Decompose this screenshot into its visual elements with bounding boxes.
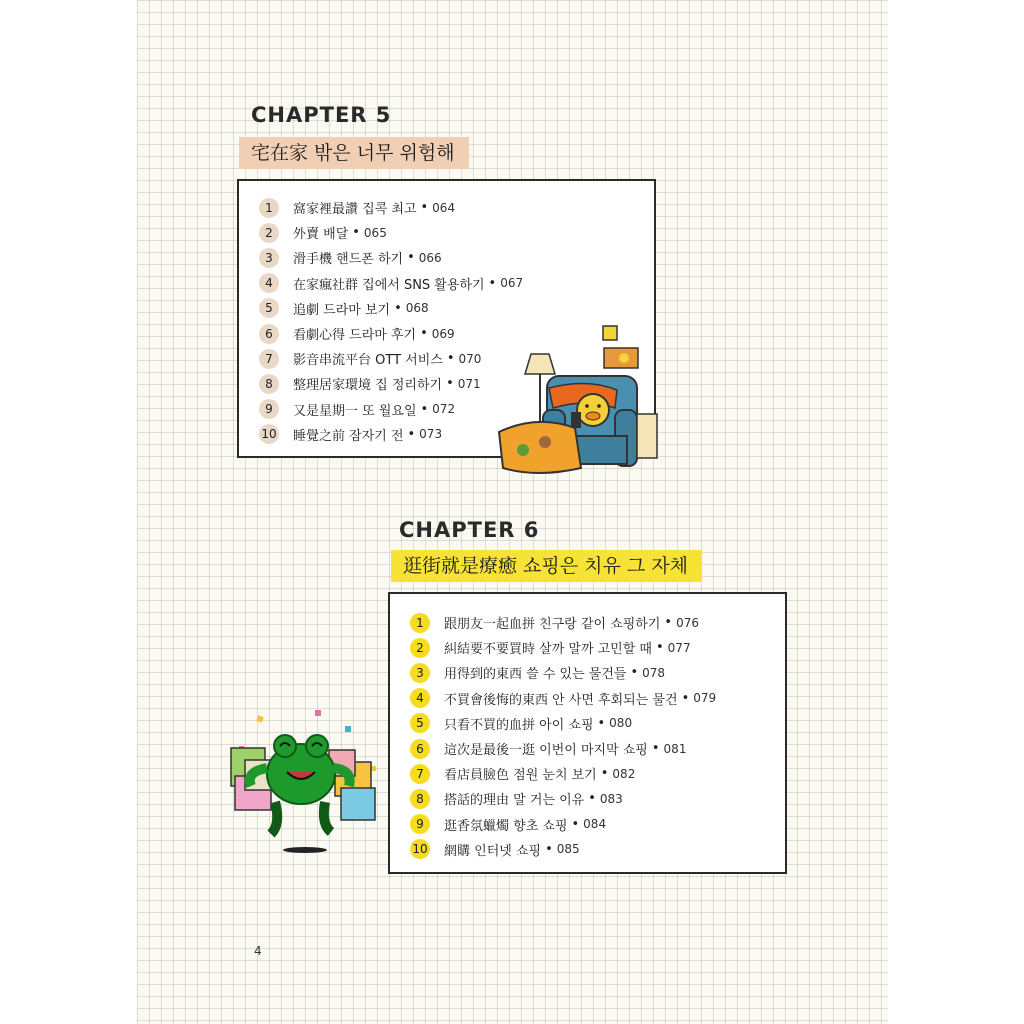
toc-item-title: 搭話的理由 말 거는 이유	[444, 793, 585, 809]
toc-item-title: 追劇 드라마 보기	[293, 302, 391, 318]
toc-item-number: 9	[410, 814, 430, 834]
toc-item	[259, 296, 523, 321]
chapter6-subtitle: 逛街就是療癒 쇼핑은 치유 그 자체	[391, 550, 702, 582]
toc-item-page: 071	[457, 376, 481, 391]
toc-item-page: 064	[432, 200, 456, 215]
toc-item-number: 9	[259, 399, 279, 419]
toc-item-title: 逛香氛蠟燭 향초 쇼핑	[444, 818, 568, 834]
toc-item-separator: •	[545, 841, 553, 857]
toc-item-title: 用得到的東西 쓸 수 있는 물건들	[444, 667, 627, 683]
toc-item-title: 影音串流平台 OTT 서비스	[293, 353, 443, 369]
toc-item-page: 083	[599, 791, 623, 806]
toc-item-title: 窩家裡最讚 집콕 최고	[293, 202, 417, 218]
toc-item-page: 076	[676, 615, 699, 630]
toc-item	[259, 220, 523, 245]
toc-item-separator: •	[571, 816, 580, 832]
toc-item-separator: •	[352, 225, 360, 241]
toc-item-number: 1	[259, 198, 279, 218]
chapter5-toc-list	[259, 195, 523, 447]
toc-item	[259, 321, 523, 346]
toc-item-title: 外賣 배달	[293, 227, 349, 243]
toc-item-page: 067	[500, 276, 524, 291]
toc-item-separator: •	[407, 250, 415, 266]
toc-item-number: 10	[259, 424, 279, 444]
toc-item	[410, 786, 716, 811]
toc-item-title: 整理居家環境 집 정리하기	[293, 378, 443, 394]
toc-item	[410, 610, 716, 635]
toc-item-separator: •	[681, 690, 690, 706]
toc-item-title: 看劇心得 드라마 후기	[293, 328, 417, 344]
toc-item-title: 看店員臉色 점원 눈치 보기	[444, 768, 597, 784]
toc-item-number: 2	[410, 638, 430, 658]
toc-item	[410, 686, 716, 711]
toc-item	[410, 761, 716, 786]
toc-item-page: 084	[583, 817, 607, 832]
toc-item	[259, 245, 523, 270]
toc-item	[410, 736, 716, 761]
toc-item-number: 3	[410, 663, 430, 683]
chapter5-heading: CHAPTER 5	[251, 103, 392, 127]
toc-item-page: 070	[458, 351, 482, 366]
toc-item-separator: •	[588, 791, 596, 807]
toc-item-page: 085	[556, 842, 580, 857]
toc-item-number: 3	[259, 248, 279, 268]
frog-with-shopping-bags-illustration	[225, 706, 385, 856]
toc-item-separator: •	[651, 741, 660, 757]
toc-item	[259, 422, 523, 447]
toc-item-separator: •	[420, 326, 428, 342]
toc-item-title: 滑手機 핸드폰 하기	[293, 252, 404, 268]
toc-item-number: 7	[259, 349, 279, 369]
toc-item-page: 068	[405, 301, 429, 316]
toc-item-number: 6	[410, 739, 430, 759]
chapter5-subtitle: 宅在家 밖은 너무 위험해	[239, 137, 469, 169]
toc-item-separator: •	[446, 376, 454, 392]
toc-item-page: 081	[663, 741, 687, 756]
toc-item-number: 8	[410, 789, 430, 809]
toc-item	[259, 195, 523, 220]
page-number: 4	[254, 944, 262, 958]
toc-item	[259, 346, 523, 371]
toc-item-number: 10	[410, 839, 430, 859]
toc-item-title: 這次是最後一逛 이번이 마지막 쇼핑	[444, 743, 648, 759]
chapter6-toc-box	[388, 592, 787, 874]
chapter6-heading: CHAPTER 6	[399, 518, 540, 542]
chapter6-toc-list	[410, 610, 716, 862]
toc-item-title: 跟朋友一起血拼 친구랑 같이 쇼핑하기	[444, 617, 661, 633]
toc-item-page: 078	[642, 665, 666, 680]
toc-item-separator: •	[597, 715, 606, 731]
toc-item	[410, 660, 716, 685]
toc-item-number: 4	[259, 273, 279, 293]
toc-item-page: 072	[432, 402, 456, 417]
toc-item-number: 2	[259, 223, 279, 243]
toc-item-number: 5	[410, 713, 430, 733]
toc-item-page: 082	[612, 766, 636, 781]
toc-item-separator: •	[488, 275, 497, 291]
book-page	[137, 0, 888, 1024]
toc-item-title: 只看不買的血拼 아이 쇼핑	[444, 717, 594, 733]
toc-item	[410, 711, 716, 736]
duck-on-armchair-illustration	[497, 318, 667, 482]
toc-item-title: 睡覺之前 잠자기 전	[293, 428, 404, 444]
toc-item-separator: •	[600, 766, 609, 782]
toc-item-separator: •	[656, 640, 664, 656]
toc-item	[410, 635, 716, 660]
toc-item-title: 不買會後悔的東西 안 사면 후회되는 물건	[444, 692, 678, 708]
toc-item-separator: •	[446, 351, 455, 367]
toc-item-page: 077	[667, 640, 691, 655]
toc-item-title: 又是星期一 또 월요일	[293, 403, 417, 419]
toc-item-page: 065	[363, 225, 387, 240]
toc-item-number: 8	[259, 374, 279, 394]
toc-item	[259, 371, 523, 396]
toc-item-number: 5	[259, 298, 279, 318]
toc-item-number: 7	[410, 764, 430, 784]
toc-item-number: 6	[259, 324, 279, 344]
toc-item-title: 糾結要不要買時 살까 말까 고민할 때	[444, 642, 652, 658]
toc-item	[259, 397, 523, 422]
toc-item-page: 069	[431, 326, 455, 341]
toc-item-separator: •	[420, 200, 429, 216]
toc-item-number: 1	[410, 613, 430, 633]
toc-item-separator: •	[407, 426, 416, 442]
toc-item-title: 在家瘋社群 집에서 SNS 활용하기	[293, 277, 485, 293]
toc-item-page: 080	[609, 716, 633, 731]
toc-item-page: 079	[693, 691, 717, 706]
toc-item-number: 4	[410, 688, 430, 708]
toc-item	[410, 812, 716, 837]
toc-item-page: 073	[419, 427, 443, 442]
toc-item-separator: •	[420, 401, 429, 417]
toc-item-separator: •	[664, 615, 673, 631]
toc-item	[410, 837, 716, 862]
toc-item-page: 066	[418, 250, 442, 265]
toc-item-separator: •	[630, 665, 639, 681]
toc-item-separator: •	[394, 300, 402, 316]
toc-item-title: 網購 인터넷 쇼핑	[444, 843, 542, 859]
toc-item	[259, 271, 523, 296]
